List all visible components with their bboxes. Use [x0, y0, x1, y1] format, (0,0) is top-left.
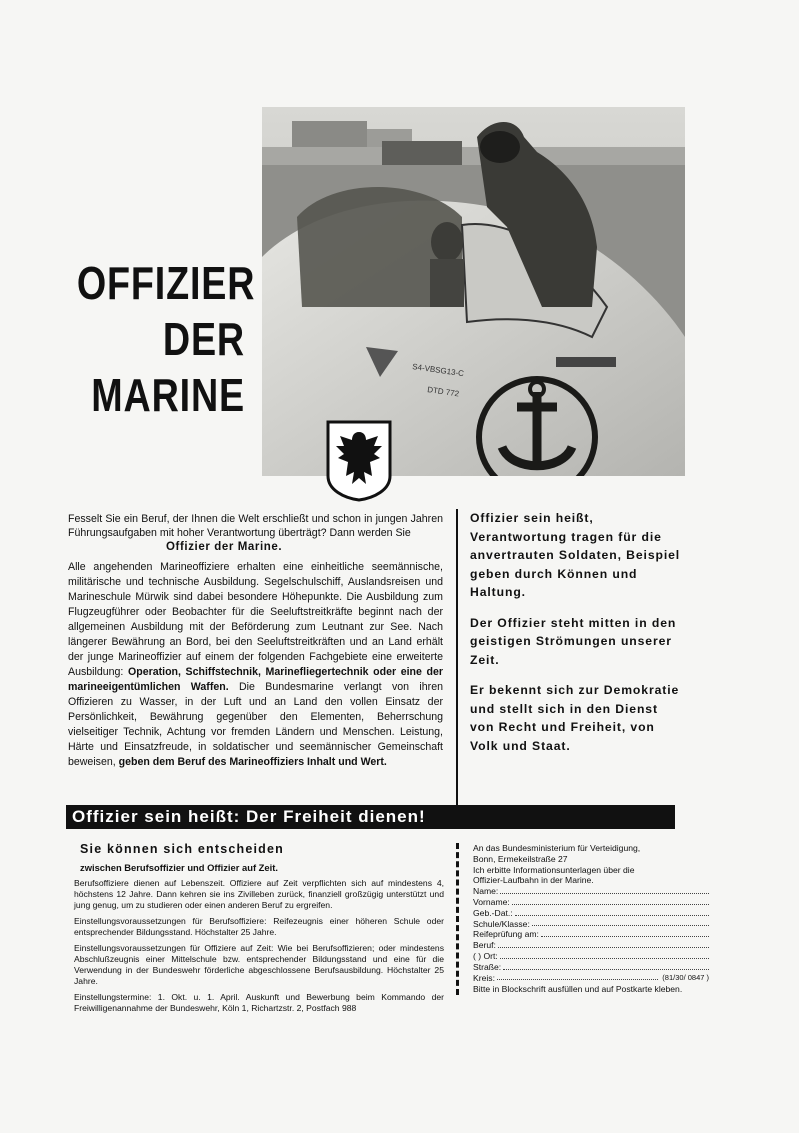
federal-eagle-emblem — [326, 420, 392, 502]
coupon-field-beruf[interactable]: Beruf: — [473, 940, 709, 951]
slogan-banner: Offizier sein heißt: Der Freiheit dienen! — [66, 805, 675, 829]
coupon-field-name[interactable]: Name: — [473, 886, 709, 897]
headline-line-3: MARINE — [91, 369, 246, 421]
coupon-address-line-4: Offizier-Laufbahn in der Marine. — [473, 875, 594, 886]
creed-paragraph-3: Er bekennt sich zur Demokratie und stellt sich in den Dienst von Recht und Freiheit, von Volk und Staat. — [470, 683, 680, 753]
career-heading: Sie können sich entscheiden — [80, 842, 284, 856]
creed-column — [456, 509, 684, 805]
headline — [76, 255, 256, 423]
career-paragraph-1: Berufsoffiziere dienen auf Lebenszeit. Offiziere auf Zeit verpflichten sich auf mindestens 4, höchstens 12 Jahre. Dann kehren sie ins Zivilleben zurück, finanziell großzügig unterstützt und jung genug, um zu studieren oder einen anderen Beruf zu ergreifen. — [74, 878, 444, 910]
coupon-field-vorname[interactable]: Vorname: — [473, 897, 709, 908]
coupon-address-line-2: Bonn, Ermekeilstraße 27 — [473, 853, 568, 864]
coupon-code: (81/30/ 0847 ) — [662, 972, 709, 982]
intro-paragraph: Fesselt Sie ein Beruf, der Ihnen die Welt erschließt und schon in jungen Jahren Führungsaufgaben mit hoher Verantwortung überträgt? Dann werden Sie — [68, 513, 443, 539]
body-text — [68, 560, 443, 770]
coupon-field-ort[interactable]: ( ) Ort: — [473, 951, 709, 962]
intro-emphasis: Offizier der Marine. — [166, 541, 283, 553]
aircraft-serial: DTD 772 — [426, 385, 460, 399]
body-paragraph-1-bold: Operation, Schiffstechnik, Marinefliegertechnik oder eine der marineeigentümlichen Waffen. — [68, 666, 443, 693]
coupon-note: Bitte in Blockschrift ausfüllen und auf Postkarte kleben. — [473, 984, 683, 995]
career-paragraph-2: Einstellungsvoraussetzungen für Berufsoffiziere: Reifezeugnis einer höheren Schule oder entsprechender Bildungsstand. Höchstalter 25 Jahre. — [74, 916, 444, 937]
aircraft-marking: S4-VBSG13-C — [411, 362, 465, 379]
headline-line-1: OFFIZIER — [76, 257, 256, 309]
career-paragraph-3: Einstellungsvoraussetzungen für Offiziere auf Zeit: Wie bei Berufsoffizieren; oder mindestens Abschlußzeugnis einer Mittelschule bzw. entsprechender Bildungsstand und eine für die Verwendung in der Bundeswehr förderliche abgeschlossene Berufsausbildung. Höchstalter 25 Jahre. — [74, 943, 444, 986]
career-paragraph-4: Einstellungstermine: 1. Okt. u. 1. April. Auskunft und Bewerbung beim Kommando der Freiwilligenannahme der Bundeswehr, Köln 1, Richartzstr. 2, Postfach 988 — [74, 992, 444, 1013]
body-paragraph-1: Alle angehenden Marineoffiziere erhalten eine einheitliche seemännische, militärische und technische Ausbildung. Segelschulschiff, Auslandsreisen und Marineschule Mürwik sind dabei besondere Höhepunkte. Die Ausbildung zum Flugzeugführer oder Beobachter für die Seeluftstreitkräfte beginnt nach der allgemeinen Ausbildung mit der Beförderung zum Leutnant zur See. Nach längerer Bewährung an Bord, bei den Seeluftstreitkräften und an Land erhält der junge Marineoffizier auf einem der folgenden Fachgebiete eine erweiterte Ausbildung: — [68, 561, 443, 678]
coupon-field-reifepruefung[interactable]: Reifeprüfung am: — [473, 929, 709, 940]
coupon-field-schule-klasse[interactable]: Schule/Klasse: — [473, 919, 709, 930]
coupon-field-kreis[interactable]: Kreis: (81/30/ 0847 ) — [473, 972, 709, 983]
coupon-address-line-3: Ich erbitte Informationsunterlagen über die — [473, 864, 635, 875]
coupon-field-strasse[interactable]: Straße: — [473, 962, 709, 973]
headline-line-2: DER — [162, 313, 245, 365]
career-subheading: zwischen Berufsoffizier und Offizier auf Zeit. — [80, 862, 278, 873]
order-coupon — [456, 843, 709, 995]
coupon-field-geb-dat[interactable]: Geb.-Dat.: — [473, 908, 709, 919]
creed-paragraph-1: Offizier sein heißt, Verantwortung tragen für die anvertrauten Soldaten, Beispiel geben durch Können und Haltung. — [470, 511, 681, 599]
career-options — [74, 842, 444, 1014]
body-paragraph-2: Die Bundesmarine verlangt von ihren Offizieren zu Wasser, in der Luft und an Land den vollen Einsatz der Persönlichkeit, Bewährung gegenüber den Elementen, Beherrschung vielseitiger Technik, Achtung vor fremden Ländern und Menschen. Leistung, Härte und Einsatzfreude, in soldatischer und seemännischer Gemeinschaft beweisen, — [68, 681, 443, 768]
coupon-address-line-1: An das Bundesministerium für Verteidigung, — [473, 843, 641, 853]
intro-text — [68, 512, 443, 554]
coupon-address — [473, 843, 709, 886]
creed-paragraph-2: Der Offizier steht mitten in den geistigen Strömungen unserer Zeit. — [470, 615, 677, 667]
body-paragraph-2-bold: geben dem Beruf des Marineoffiziers Inhalt und Wert. — [118, 756, 387, 768]
